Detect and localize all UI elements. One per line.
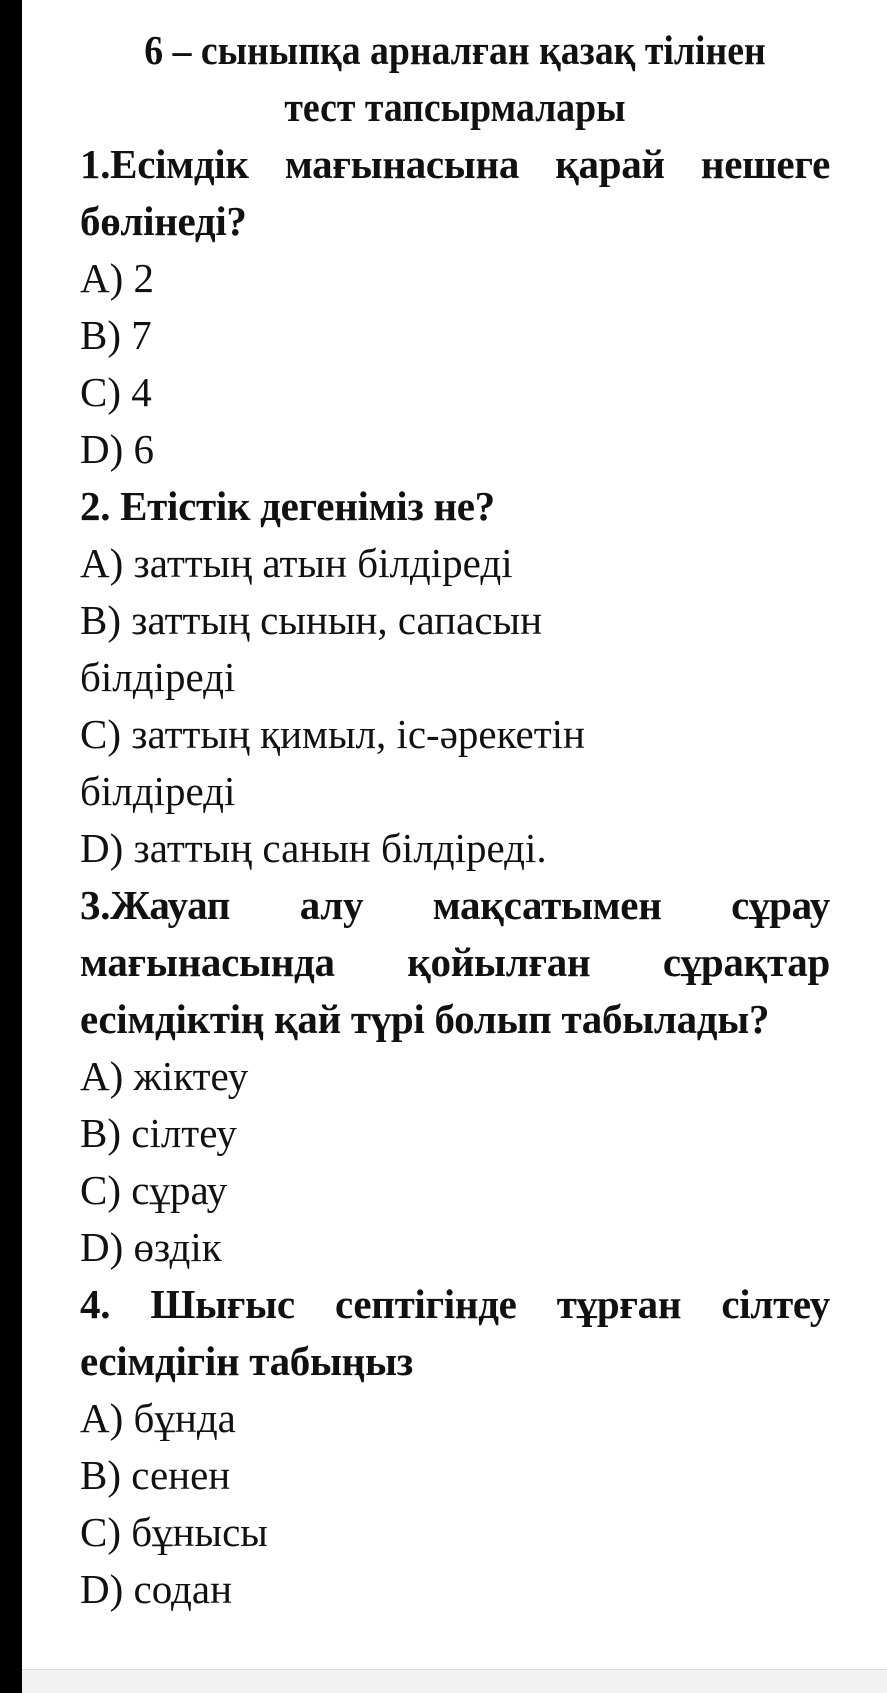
question-block xyxy=(80,1276,830,1618)
document-title: 6 – сыныпқа арналған қазақ тілінен тест тапсырмалары xyxy=(144,27,766,130)
answer-option: D) өздік xyxy=(80,1224,222,1270)
question-text: 2. Етістік дегеніміз не? xyxy=(80,483,495,529)
answer-option: С) бұнысы xyxy=(80,1509,268,1555)
answer-option: С) 4 xyxy=(80,369,152,415)
answer-option: С) сұрау xyxy=(80,1167,228,1213)
answer-option: А) бұнда xyxy=(80,1395,236,1441)
question-text: 4. Шығыс септігінде тұрған сілтеу есімдігін табыңыз xyxy=(80,1281,830,1384)
question-block xyxy=(80,877,830,1276)
question-text: 3.Жауап алу мақсатымен сұрау мағынасында қойылған сұрақтар есімдіктің қай түрі болып табылады? xyxy=(80,882,830,1042)
answer-option: В) 7 xyxy=(80,312,152,358)
answer-option: В) заттың сынын, сапасын білдіреді xyxy=(80,597,543,700)
answer-option: В) сілтеу xyxy=(80,1110,237,1156)
answer-option: D) содан xyxy=(80,1566,233,1612)
bottom-divider-bar xyxy=(22,1669,887,1693)
answer-option: А) 2 xyxy=(80,255,155,301)
answer-option: А) заттың атын білдіреді xyxy=(80,540,513,586)
answer-option: В) сенен xyxy=(80,1452,231,1498)
answer-option: А) жіктеу xyxy=(80,1053,249,1099)
left-black-border xyxy=(0,0,22,1693)
answer-option: D) 6 xyxy=(80,426,155,472)
question-text: 1.Есімдік мағынасына қарай нешеге бөлінеді? xyxy=(80,141,830,244)
question-block xyxy=(80,478,830,877)
question-block xyxy=(80,136,830,478)
test-content xyxy=(80,22,830,1618)
answer-option: D) заттың санын білдіреді. xyxy=(80,825,547,871)
answer-option: С) заттың қимыл, іс-әрекетін білдіреді xyxy=(80,711,585,814)
